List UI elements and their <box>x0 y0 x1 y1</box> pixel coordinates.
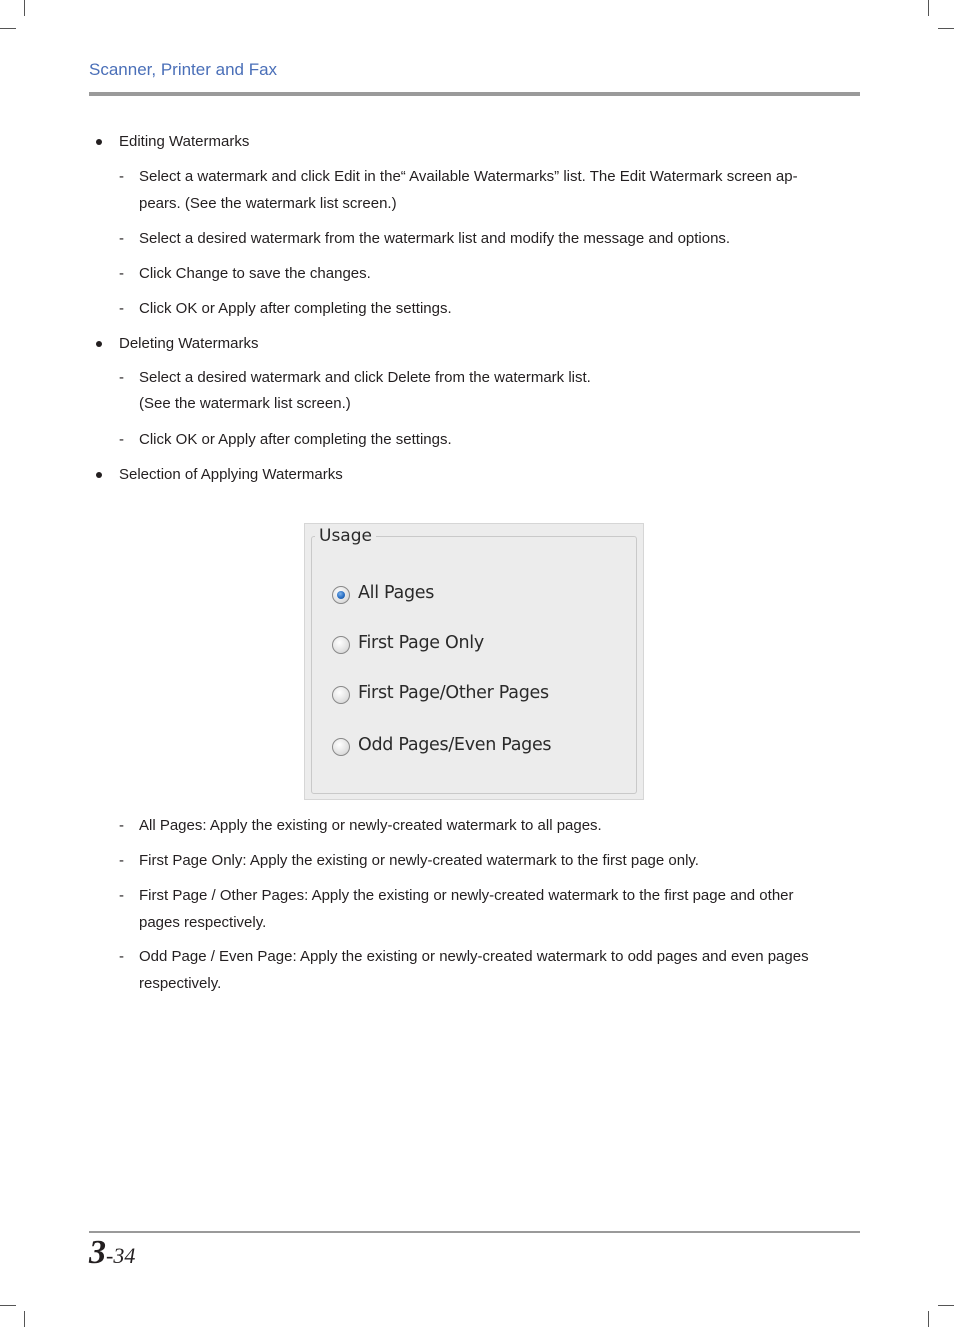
dash-text: First Page Only: Apply the existing or newly-created watermark to the first page only. <box>139 852 699 869</box>
footer-rule <box>89 1231 860 1233</box>
dash-item <box>119 225 849 252</box>
bullet-dot <box>96 341 102 347</box>
chapter-number: 3 <box>89 1234 106 1271</box>
dash-mark: - <box>119 265 124 282</box>
bullet-dot <box>96 139 102 145</box>
crop-mark <box>0 1305 16 1306</box>
dash-text: Click OK or Apply after completing the settings. <box>139 300 452 317</box>
crop-mark <box>938 28 954 29</box>
bullet-dot <box>96 472 102 478</box>
dash-mark: - <box>119 431 124 448</box>
dash-text: Click OK or Apply after completing the settings. <box>139 431 452 448</box>
dash-text: Select a watermark and click Edit in the“ Available Watermarks” list. The Edit Watermark screen ap- <box>139 168 798 185</box>
page-number <box>89 1234 135 1272</box>
radio-button[interactable] <box>332 636 350 654</box>
dash-text: Select a desired watermark and click Delete from the watermark list. <box>139 369 591 386</box>
dash-mark: - <box>119 300 124 317</box>
dash-mark: - <box>119 887 124 904</box>
usage-frame <box>311 536 637 794</box>
crop-mark <box>0 28 16 29</box>
radio-button[interactable] <box>332 738 350 756</box>
dash-text: pages respectively. <box>139 914 267 931</box>
dash-text: respectively. <box>139 975 222 992</box>
page-number-value: 34 <box>113 1243 136 1268</box>
dash-item <box>119 365 849 417</box>
bullet-title: Deleting Watermarks <box>119 335 259 352</box>
dash-text: First Page / Other Pages: Apply the existing or newly-created watermark to the first page and other <box>139 887 794 904</box>
radio-label: First Page/Other Pages <box>358 683 549 703</box>
crop-mark <box>928 0 929 16</box>
running-header: Scanner, Printer and Fax <box>89 60 278 79</box>
bullet-title: Editing Watermarks <box>119 133 250 150</box>
dash-item <box>119 163 849 217</box>
dash-text: Click Change to save the changes. <box>139 265 371 282</box>
dash-text: Odd Page / Even Page: Apply the existing or newly-created watermark to odd pages and even pages <box>139 948 809 965</box>
dash-text: (See the watermark list screen.) <box>139 395 351 412</box>
crop-mark <box>938 1305 954 1306</box>
usage-group-box <box>304 523 644 800</box>
radio-button-checked[interactable] <box>332 586 350 604</box>
bullet-title: Selection of Applying Watermarks <box>119 466 343 483</box>
usage-legend: Usage <box>315 526 376 546</box>
radio-button[interactable] <box>332 686 350 704</box>
dash-item <box>119 260 849 287</box>
dash-text: Select a desired watermark from the watermark list and modify the message and options. <box>139 230 731 247</box>
radio-label: Odd Pages/Even Pages <box>358 735 552 755</box>
header-rule <box>89 92 860 96</box>
dash-mark: - <box>119 852 124 869</box>
page-separator: - <box>106 1243 114 1268</box>
dash-mark: - <box>119 948 124 965</box>
dash-text: pears. (See the watermark list screen.) <box>139 195 397 212</box>
dash-item <box>119 426 849 453</box>
dash-item <box>119 943 849 997</box>
radio-label: First Page Only <box>358 633 484 653</box>
dash-mark: - <box>119 168 124 185</box>
dash-item <box>119 812 849 839</box>
dash-item <box>119 882 849 936</box>
dash-mark: - <box>119 369 124 386</box>
dash-text: All Pages: Apply the existing or newly-created watermark to all pages. <box>139 817 602 834</box>
crop-mark <box>24 0 25 16</box>
dash-item <box>119 847 849 874</box>
crop-mark <box>24 1311 25 1327</box>
dash-mark: - <box>119 817 124 834</box>
radio-label: All Pages <box>358 583 435 603</box>
dash-item <box>119 295 849 322</box>
dash-mark: - <box>119 230 124 247</box>
crop-mark <box>928 1311 929 1327</box>
